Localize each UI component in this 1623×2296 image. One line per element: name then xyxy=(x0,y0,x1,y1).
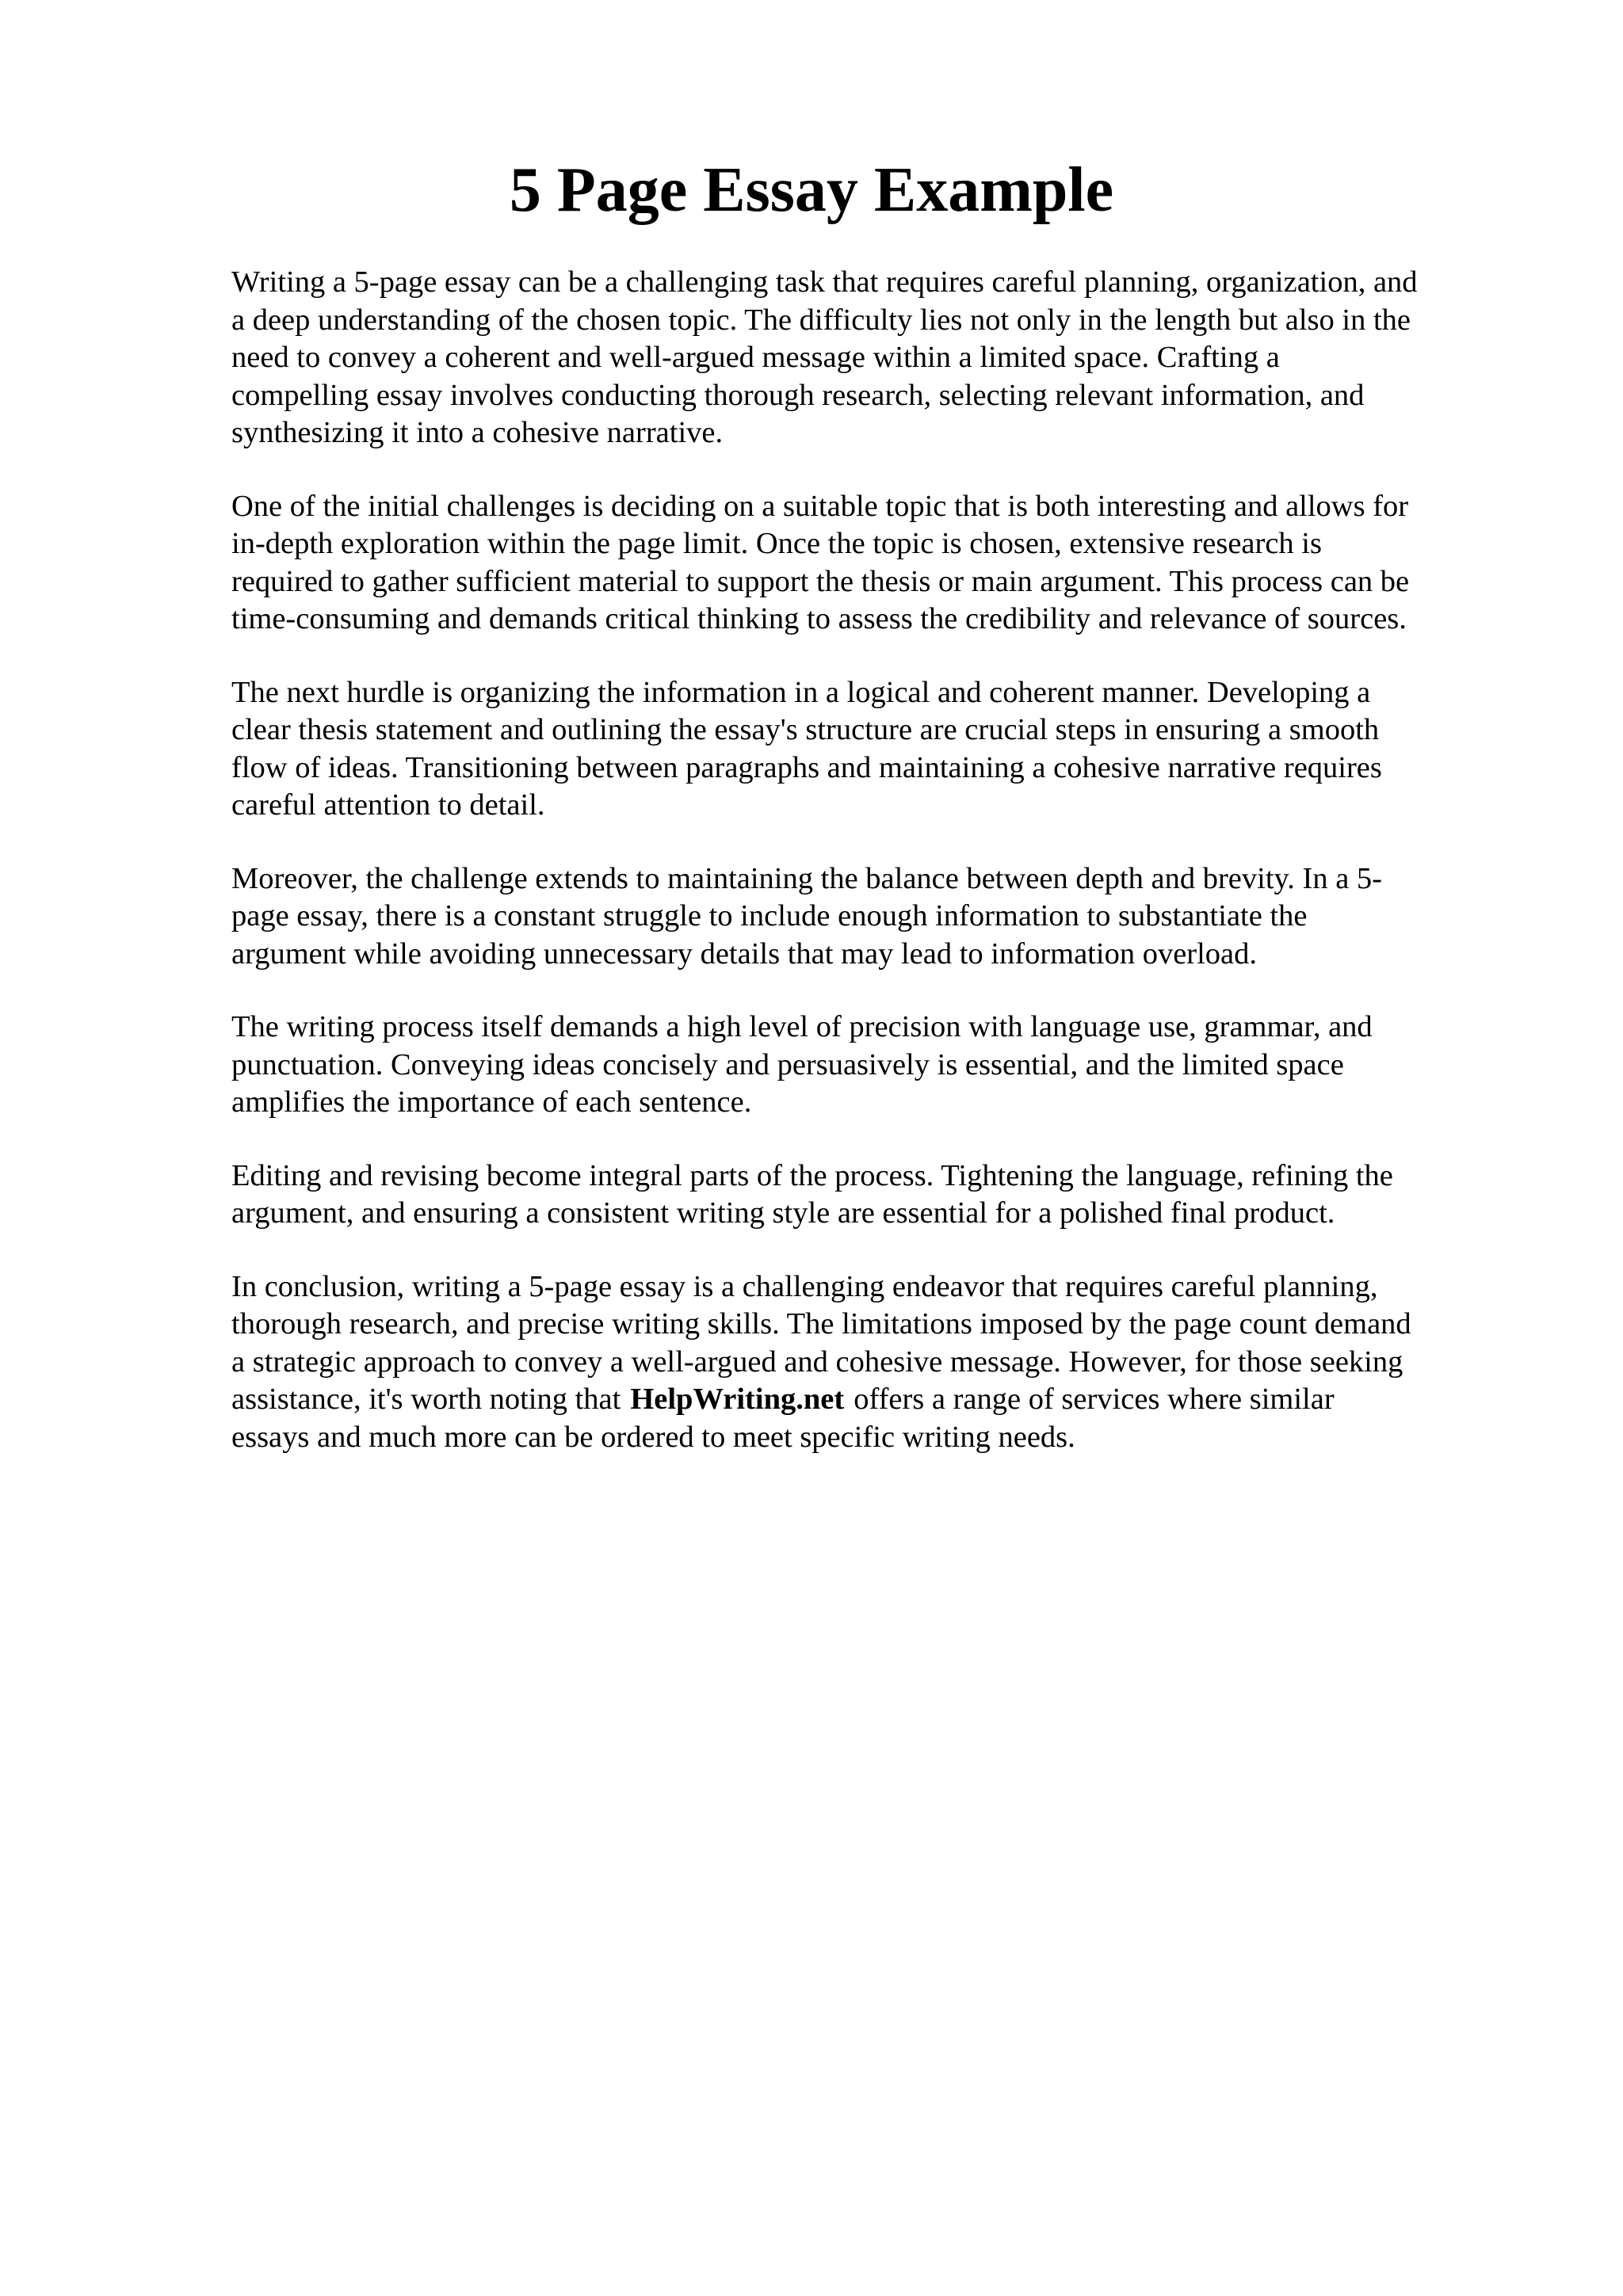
text-line: a strategic approach to convey a well-argued and cohesive message. However, for those seeking xyxy=(231,1344,1403,1379)
text-line: The writing process itself demands a high level of precision with language use, grammar, and xyxy=(231,1010,1373,1043)
text-line: time-consuming and demands critical thinking to assess the credibility and relevance of sources. xyxy=(231,602,1407,635)
brand-line xyxy=(231,1381,1515,1419)
paragraph-1 xyxy=(231,264,1515,452)
text-line: Writing a 5-page essay can be a challenging task that requires careful planning, organization, and xyxy=(231,265,1418,299)
text-line: compelling essay involves conducting thorough research, selecting relevant information, and xyxy=(231,378,1365,412)
text-segment: assistance, it's worth noting that xyxy=(231,1383,621,1416)
text-line: required to gather sufficient material to support the thesis or main argument. This process can be xyxy=(231,564,1410,598)
text-line: in-depth exploration within the page limit. Once the topic is chosen, extensive research is xyxy=(231,527,1322,560)
text-line: Editing and revising become integral parts of the process. Tightening the language, refining the xyxy=(231,1158,1393,1192)
paragraph-3 xyxy=(231,674,1515,825)
text-line: amplifies the importance of each sentence. xyxy=(231,1085,752,1119)
text-line: argument, and ensuring a consistent writing style are essential for a polished final product. xyxy=(231,1196,1335,1230)
text-line: page essay, there is a constant struggle to include enough information to substantiate the xyxy=(231,899,1308,933)
text-segment: offers a range of services where similar xyxy=(854,1383,1335,1416)
text-line: flow of ideas. Transitioning between paragraphs and maintaining a cohesive narrative requires xyxy=(231,750,1382,784)
text-line: essays and much more can be ordered to meet specific writing needs. xyxy=(231,1420,1075,1454)
paragraph-5 xyxy=(231,1009,1515,1122)
page-title: 5 Page Essay Example xyxy=(509,155,1114,225)
text-line: a deep understanding of the chosen topic. The difficulty lies not only in the length but also in the xyxy=(231,303,1411,337)
text-line: thorough research, and precise writing skills. The limitations imposed by the page count demand xyxy=(231,1307,1411,1341)
text-line: punctuation. Conveying ideas concisely and persuasively is essential, and the limited space xyxy=(231,1047,1344,1081)
paragraph-6 xyxy=(231,1158,1515,1233)
paragraph-2 xyxy=(231,488,1515,639)
text-line: Moreover, the challenge extends to maintaining the balance between depth and brevity. In a 5- xyxy=(231,861,1383,895)
paragraph-7 xyxy=(231,1268,1515,1457)
text-line: careful attention to detail. xyxy=(231,788,545,822)
text-line: In conclusion, writing a 5-page essay is a challenging endeavor that requires careful planning, xyxy=(231,1269,1378,1303)
text-line: The next hurdle is organizing the information in a logical and coherent manner. Developing a xyxy=(231,675,1371,709)
text-line: argument while avoiding unnecessary details that may lead to information overload. xyxy=(231,936,1258,971)
text-line: One of the initial challenges is deciding on a suitable topic that is both interesting and allows for xyxy=(231,489,1409,523)
brand-name: HelpWriting.net xyxy=(630,1383,845,1416)
essay-body xyxy=(231,264,1515,1492)
text-line: need to convey a coherent and well-argued message within a limited space. Crafting a xyxy=(231,341,1280,374)
text-line: clear thesis statement and outlining the essay's structure are crucial steps in ensuring a smooth xyxy=(231,713,1380,746)
paragraph-4 xyxy=(231,860,1515,974)
text-line: synthesizing it into a cohesive narrative. xyxy=(231,416,724,449)
